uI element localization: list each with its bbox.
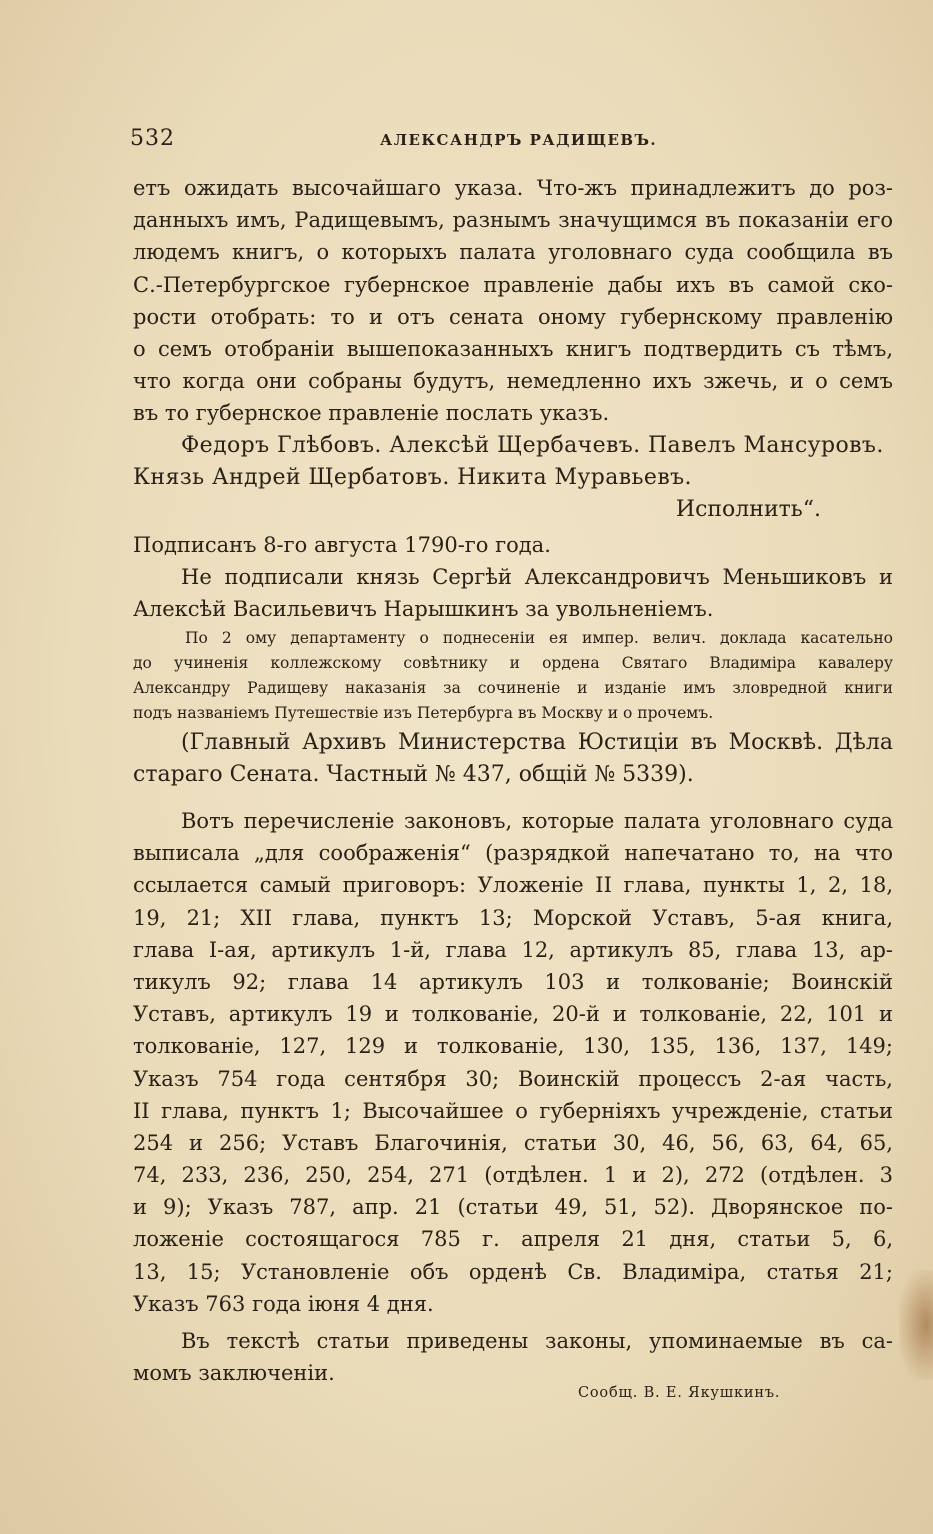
archive-reference [133, 727, 893, 791]
paragraph-laws [133, 805, 893, 1320]
running-title: АЛЕКСАНДРЪ РАДИЩЕВЪ. [380, 131, 658, 149]
text-line: Указъ 754 года сентября 30; Воинскій процессъ 2-ая часть, [133, 1066, 893, 1091]
text-line: выписала „для соображенія“ (разрядкой напечатано то, на что [133, 841, 893, 866]
text-line: ссылается самый приговоръ: Уложеніе II глава, пункты 1, 2, 18, [133, 873, 893, 898]
text-line: стараго Сената. Частный № 437, общій № 5339). [133, 762, 694, 788]
text-line: рости отобрать: то и отъ сената оному губернскому правленію [133, 304, 893, 329]
paragraph-closing [133, 1325, 893, 1389]
text-line: Александру Радищеву наказанія за сочиненіе и изданіе имъ зловредной книги [133, 679, 893, 697]
signatory-line: Князь Андрей Щербатовъ. Никита Муравьевъ. [133, 465, 692, 491]
text-line: о семъ отобраніи вышепоказанныхъ книгъ подтвердить съ тѣмъ, [133, 336, 893, 361]
text-line: что когда они собраны будутъ, немедленно ихъ зжечь, и о семъ [133, 369, 893, 394]
text-line: момъ заключеніи. [133, 1361, 335, 1386]
text-line: подъ названіемъ Путешествіе изъ Петербурга въ Москву и о прочемъ. [133, 704, 714, 722]
text-line: II глава, пунктъ 1; Высочайшее о губерніяхъ учрежденіе, статьи [133, 1098, 893, 1123]
text-line: етъ ожидать высочайшаго указа. Что-жъ принадлежитъ до роз- [133, 176, 893, 200]
text-line: Уставъ, артикулъ 19 и толкованіе, 20-й и толкованіе, 22, 101 и [133, 1002, 893, 1027]
text-line: въ то губернское правленіе послать указъ. [133, 401, 610, 426]
small-print-note [133, 626, 893, 726]
contributor-signature: Сообщ. В. Е. Якушкинъ. [578, 1385, 781, 1401]
text-line: Подписанъ 8-го августа 1790-го года. [133, 533, 551, 557]
text-line: 13, 15; Установленіе объ орденѣ Св. Владиміра, статья 21; [133, 1259, 893, 1284]
text-line: толкованіе, 127, 129 и толкованіе, 130, 135, 136, 137, 149; [133, 1034, 893, 1059]
text-line: (Главный Архивъ Министерства Юстиціи въ Москвѣ. Дѣла [181, 730, 893, 755]
page-header [130, 126, 900, 156]
text-line: данныхъ имъ, Радищевымъ, разнымъ значущимся въ показаніи его [133, 208, 893, 233]
text-line: По 2 ому департаменту о поднесеніи ея импер. велич. доклада касательно [185, 629, 893, 647]
text-line: и 9); Указъ 787, апр. 21 (статьи 49, 51, 52). Дворянское по- [133, 1195, 893, 1220]
page-stain [899, 1270, 933, 1380]
text-line: до учиненія коллежскому совѣтнику и ордена Святаго Владиміра кавалеру [133, 654, 893, 672]
text-line: Указъ 763 года іюня 4 дня. [133, 1291, 434, 1316]
paragraph-decree-end [133, 172, 893, 430]
page-number: 532 [130, 126, 175, 151]
text-line: Алексѣй Васильевичъ Нарышкинъ за увольненіемъ. [133, 597, 714, 622]
text-line: Не подписали князь Сергѣй Александровичъ Меньшиковъ и [181, 565, 893, 590]
text-line: 254 и 256; Уставъ Благочинія, статьи 30, 46, 56, 63, 64, 65, [133, 1130, 893, 1155]
ispolnit-resolution: Исполнить“. [675, 497, 821, 523]
text-line: Вотъ перечисленіе законовъ, которые палата уголовнаго суда [181, 809, 893, 833]
text-line: ложеніе состоящагося 785 г. апреля 21 дня, статьи 5, 6, [133, 1227, 893, 1252]
text-line: тикулъ 92; глава 14 артикулъ 103 и толкованіе; Воинскій [133, 969, 893, 994]
text-line: глава I-ая, артикулъ 1-й, глава 12, артикулъ 85, глава 13, ар- [133, 937, 893, 962]
text-line: 19, 21; XII глава, пунктъ 13; Морской Уставъ, 5-ая книга, [133, 905, 893, 930]
text-line: Въ текстѣ статьи приведены законы, упоминаемые въ са- [181, 1329, 893, 1353]
text-line: людемъ книгъ, о которыхъ палата уголовнаго суда сообщила въ [133, 240, 893, 265]
text-line: С.-Петербургское губернское правленіе дабы ихъ въ самой ско- [133, 272, 893, 297]
signed-note [133, 529, 893, 626]
signatories [133, 430, 893, 527]
signatory-line: Федоръ Глѣбовъ. Алексѣй Щербачевъ. Павелъ Мансуровъ. [181, 433, 884, 458]
text-line: 74, 233, 236, 250, 254, 271 (отдѣлен. 1 и 2), 272 (отдѣлен. 3 [133, 1163, 893, 1188]
